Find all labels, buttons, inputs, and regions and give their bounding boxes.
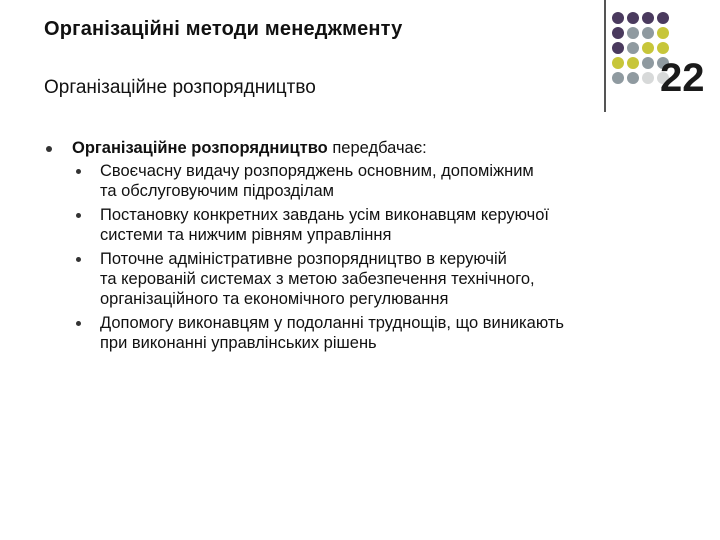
decor-dot: [642, 42, 654, 54]
bullet-icon: [76, 321, 81, 326]
sub-item-line: та обслуговуючим підрозділам: [100, 182, 334, 200]
sub-item-line: Поточне адміністративне розпорядництво в керуючій: [100, 250, 507, 268]
decor-dot: [627, 57, 639, 69]
decor-dot: [612, 27, 624, 39]
sub-list-item: [72, 205, 684, 245]
sub-item-line: Постановку конкретних завдань усім виконавцям керуючої: [100, 206, 550, 224]
decor-dot: [642, 12, 654, 24]
page-title: Організаційні методи менеджменту: [44, 18, 403, 40]
bullet-icon: [76, 169, 81, 174]
sub-item-line: Своєчасну видачу розпоряджень основним, допоміжним: [100, 162, 534, 180]
sub-item-line: при виконанні управлінських рішень: [100, 334, 377, 352]
sub-item-line: організаційного та економічного регулювання: [100, 290, 449, 308]
bullet-icon: [46, 146, 52, 152]
decor-dot: [627, 72, 639, 84]
divider-line: [604, 0, 606, 112]
decor-dot: [627, 27, 639, 39]
main-item-text: [72, 138, 684, 158]
main-list-item: [44, 138, 684, 353]
decor-dot: [612, 12, 624, 24]
decor-dot: [657, 42, 669, 54]
sub-list-item: [72, 161, 684, 201]
sub-list-item: [72, 313, 684, 353]
decor-dot: [612, 42, 624, 54]
main-item-bold: Організаційне розпорядництво: [72, 139, 328, 157]
decor-dot: [627, 42, 639, 54]
decor-dot: [642, 27, 654, 39]
decor-dot: [612, 72, 624, 84]
decor-dot: [657, 27, 669, 39]
slide-number: 22: [660, 56, 705, 100]
bullet-icon: [76, 257, 81, 262]
bullet-icon: [76, 213, 81, 218]
sub-list-item: [72, 249, 684, 309]
sub-item-line: системи та нижчим рівням управління: [100, 226, 392, 244]
decor-dot: [612, 57, 624, 69]
decor-dot: [642, 57, 654, 69]
sub-item-line: Допомогу виконавцям у подоланні труднощів, що виникають: [100, 314, 564, 332]
sub-list: [72, 161, 684, 353]
main-item-rest: передбачає:: [327, 139, 427, 157]
page-subtitle: Організаційне розпорядництво: [44, 77, 316, 98]
sub-item-line: та керованій системах з метою забезпечення технічного,: [100, 270, 535, 288]
decor-dot: [627, 12, 639, 24]
decor-dot: [642, 72, 654, 84]
decor-dot: [657, 12, 669, 24]
content-list: [44, 138, 684, 357]
